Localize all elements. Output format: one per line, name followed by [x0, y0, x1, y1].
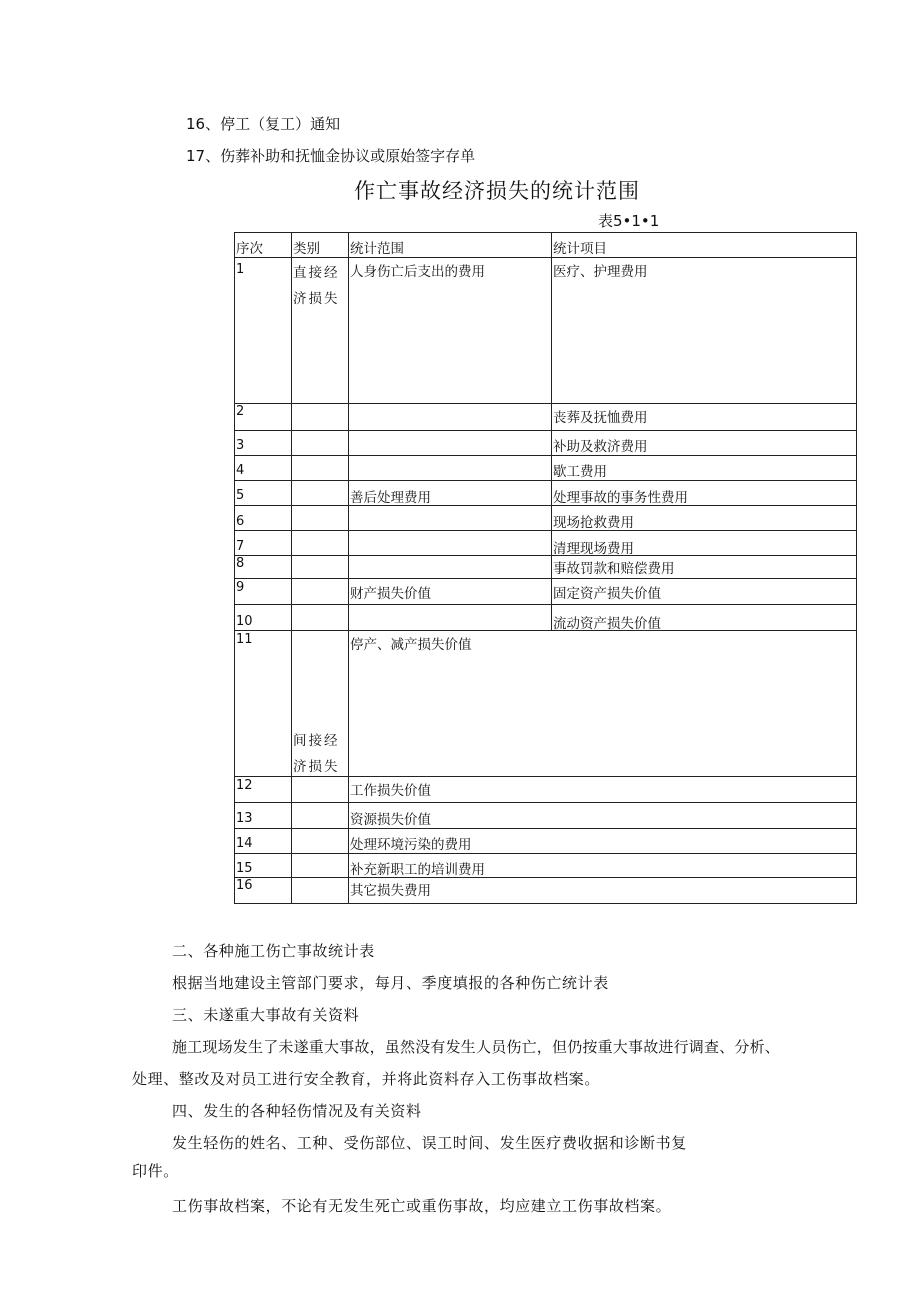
row-5-num: 5 [236, 488, 245, 503]
row-9-item: 固定资产损失价值 [553, 586, 661, 602]
row-8-item: 事故罚款和赔偿费用 [553, 561, 675, 577]
row-9-scope: 财产损失价值 [350, 586, 431, 602]
row-1-num: 1 [236, 262, 245, 277]
row-10-num: 10 [236, 614, 253, 629]
row-6-item: 现场抢救费用 [553, 515, 634, 531]
row-14-scope: 处理环境污染的费用 [350, 837, 472, 853]
row-6-num: 6 [236, 514, 245, 529]
row-11-num: 11 [236, 632, 253, 647]
header-seq: 序次 [236, 241, 263, 257]
row-3-item: 补助及救济费用 [553, 439, 648, 455]
row-11-category: 间接经济损失 [293, 733, 340, 775]
row-12-scope: 工作损失价值 [350, 783, 431, 799]
row-4-num: 4 [236, 463, 245, 478]
row-14-num: 14 [236, 836, 253, 851]
closing-paragraph: 工伤事故档案，不论有无发生死亡或重伤事故，均应建立工伤事故档案。 [172, 1197, 672, 1215]
row-16-scope: 其它损失费用 [350, 883, 431, 899]
row-4-item: 歇工费用 [553, 464, 607, 480]
header-item: 统计项目 [553, 241, 607, 257]
section-4-heading: 四、发生的各种轻伤情况及有关资料 [172, 1102, 422, 1120]
list-item-17: 17、伤葬补助和抚恤金协议或原始签字存单 [186, 147, 476, 165]
section-4-text-line2: 印件。 [132, 1162, 179, 1180]
row-13-scope: 资源损失价值 [350, 812, 431, 828]
section-3-text-line1: 施工现场发生了未遂重大事故，虽然没有发生人员伤亡，但仍按重大事故进行调查、分析、 [172, 1038, 781, 1056]
table-caption: 表5•1•1 [598, 212, 660, 230]
header-category: 类别 [293, 241, 320, 257]
row-16-num: 16 [236, 878, 253, 893]
row-15-scope: 补充新职工的培训费用 [350, 862, 485, 878]
row-1-category: 直接经济损失 [293, 265, 340, 307]
table-title: 作亡事故经济损失的统计范围 [354, 179, 640, 203]
row-7-num: 7 [236, 539, 245, 554]
row-13-num: 13 [236, 811, 253, 826]
section-2-heading: 二、各种施工伤亡事故统计表 [172, 942, 375, 960]
list-item-16: 16、停工（复工）通知 [186, 115, 341, 133]
row-9-num: 9 [236, 580, 245, 595]
section-4-text-line1: 发生轻伤的姓名、工种、受伤部位、误工时间、发生医疗费收据和诊断书复 [172, 1134, 687, 1152]
row-8-num: 8 [236, 556, 245, 571]
row-7-item: 清理现场费用 [553, 541, 634, 557]
row-10-item: 流动资产损失价值 [553, 616, 661, 632]
row-2-item: 丧葬及抚恤费用 [553, 410, 648, 426]
row-15-num: 15 [236, 861, 253, 876]
row-3-num: 3 [236, 438, 245, 453]
row-1-item: 医疗、护理费用 [553, 264, 648, 280]
row-2-num: 2 [236, 404, 245, 419]
row-11-scope: 停产、减产损失价值 [350, 637, 472, 653]
row-5-item: 处理事故的事务性费用 [553, 490, 688, 506]
section-3-heading: 三、未遂重大事故有关资料 [172, 1006, 360, 1024]
section-3-text-line2: 处理、整改及对员工进行安全教育，并将此资料存入工伤事故档案。 [132, 1070, 601, 1088]
section-2-text: 根据当地建设主管部门要求，每月、季度填报的各种伤亡统计表 [172, 974, 609, 992]
row-12-num: 12 [236, 778, 253, 793]
row-5-scope: 善后处理费用 [350, 490, 431, 506]
header-scope: 统计范围 [350, 241, 404, 257]
row-1-scope: 人身伤亡后支出的费用 [350, 264, 485, 280]
